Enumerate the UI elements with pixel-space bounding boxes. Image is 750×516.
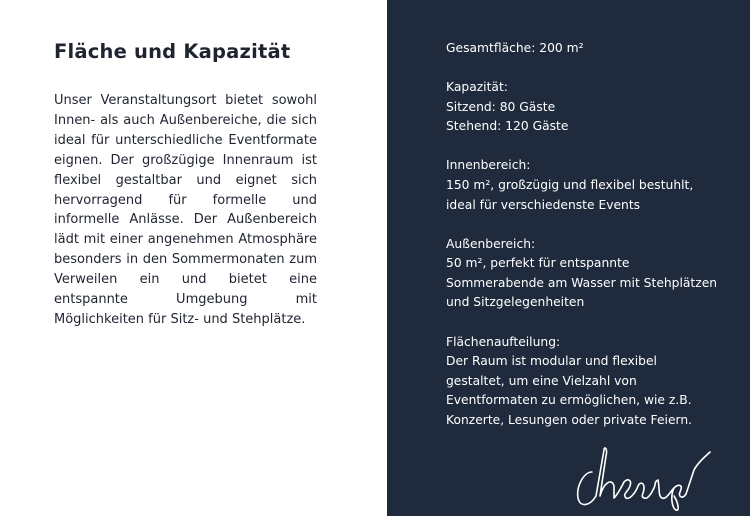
cheers-signature-icon <box>574 436 714 516</box>
details-line: und Sitzgelegenheiten <box>446 295 585 310</box>
details-block-total <box>446 39 730 59</box>
details-line: gestaltet, um eine Vielzahl von <box>446 373 637 388</box>
details-line: Eventformaten zu ermöglichen, wie z.B. <box>446 393 692 408</box>
details-line: Der Raum ist modular und flexibel <box>446 354 657 369</box>
details-line: Konzerte, Lesungen oder private Feiern. <box>446 412 693 427</box>
details-line: 50 m², perfekt für entspannte <box>446 256 630 271</box>
details-block-layout <box>446 333 730 431</box>
details-line: 150 m², großzügig und flexibel bestuhlt, <box>446 177 694 192</box>
description-paragraph: Unser Veranstaltungsort bietet sowohl Innen- als auch Außenbereiche, die sich ideal für unterschiedliche Eventformate eignen. Der großzügige Innenraum ist flexibel gestaltbar und eignet sich hervorragend für formelle und informelle Anlässe. Der Außenbereich lädt mit einer angenehmen Atmosphäre besonders in den Sommermonaten zum Verweilen ein und bietet eine entspannte Umgebung mit Möglichkeiten für Sitz- und Stehplätze. <box>54 93 317 327</box>
details-heading: Außenbereich: <box>446 236 536 251</box>
details-heading: Innenbereich: <box>446 158 531 173</box>
details-line: ideal für verschiedenste Events <box>446 197 641 212</box>
section-title: Fläche und Kapazität <box>54 40 291 63</box>
details-block-outdoor <box>446 235 730 313</box>
details-block-capacity <box>446 78 730 137</box>
details-line: Stehend: 120 Gäste <box>446 119 569 134</box>
details-line: Gesamtfläche: 200 m² <box>446 41 584 55</box>
details-line: Sommerabende am Wasser mit Stehplätzen <box>446 275 718 290</box>
details-panel <box>387 0 750 516</box>
details-line: Sitzend: 80 Gäste <box>446 99 556 114</box>
details-heading: Kapazität: <box>446 80 508 95</box>
details-block-indoor <box>446 156 730 215</box>
details-heading: Flächenaufteilung: <box>446 334 561 349</box>
